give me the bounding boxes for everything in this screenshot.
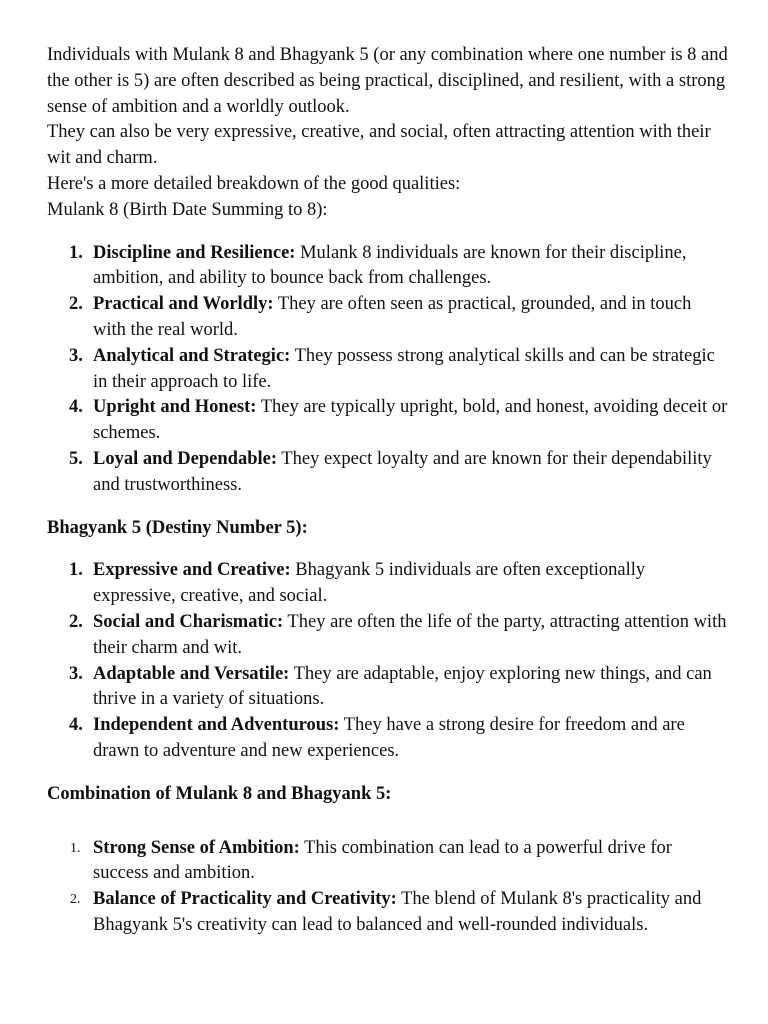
item-text: Mulank 8 individuals are known for their discipline, ambition, and ability to bounce back from challenges. xyxy=(93,242,687,289)
item-label: Independent and Adventurous: xyxy=(93,715,340,736)
item-text: They are adaptable, enjoy exploring new things, and can thrive in a variety of situations. xyxy=(93,663,712,710)
intro-section xyxy=(47,43,728,224)
item-label: Balance of Practicality and Creativity: xyxy=(93,889,397,910)
item-text: The blend of Mulank 8's practicality and Bhagyank 5's creativity can lead to balanced and well-rounded individuals. xyxy=(93,889,702,935)
list-item xyxy=(93,610,728,662)
list-item xyxy=(93,836,728,888)
item-text: They have a strong desire for freedom and are drawn to adventure and new experiences. xyxy=(93,715,685,761)
list-item xyxy=(93,713,728,765)
item-label: Analytical and Strategic: xyxy=(93,345,291,366)
list-item xyxy=(93,344,728,396)
list-item xyxy=(93,395,728,447)
item-label: Upright and Honest: xyxy=(93,397,257,418)
item-text: This combination can lead to a powerful drive for success and ambition. xyxy=(93,837,672,884)
item-text: They are typically upright, bold, and honest, avoiding deceit or schemes. xyxy=(93,397,728,444)
mulank-heading: Mulank 8 (Birth Date Summing to 8): xyxy=(47,199,328,220)
intro-paragraph: Here's a more detailed breakdown of the good qualities: xyxy=(47,173,461,194)
list-item xyxy=(93,292,728,344)
bhagyank-qualities-list xyxy=(47,558,728,764)
list-item xyxy=(93,662,728,714)
item-text: They are often the life of the party, attracting attention with their charm and wit. xyxy=(93,611,727,658)
item-text: Bhagyank 5 individuals are often exceptionally expressive, creative, and social. xyxy=(93,560,646,607)
item-text: They expect loyalty and are known for their dependability and trustworthiness. xyxy=(93,448,712,495)
item-label: Adaptable and Versatile: xyxy=(93,663,290,684)
item-label: Practical and Worldly: xyxy=(93,294,274,315)
list-item xyxy=(93,558,728,610)
list-item xyxy=(93,887,728,939)
item-label: Social and Charismatic: xyxy=(93,611,284,632)
intro-paragraph: They can also be very expressive, creative, and social, often attracting attention with their wit and charm. xyxy=(47,122,711,169)
intro-paragraph: Individuals with Mulank 8 and Bhagyank 5 (or any combination where one number is 8 and the other is 5) are often described as being practical, disciplined, and resilient, with a strong sense of ambition and a worldly outlook. xyxy=(47,45,728,117)
item-label: Strong Sense of Ambition: xyxy=(93,837,300,858)
item-text: They possess strong analytical skills and can be strategic in their approach to life. xyxy=(93,345,715,392)
list-item xyxy=(93,447,728,499)
item-text: They are often seen as practical, grounded, and in touch with the real world. xyxy=(93,294,692,340)
list-item xyxy=(93,241,728,293)
mulank-qualities-list xyxy=(47,241,728,499)
item-label: Discipline and Resilience: xyxy=(93,242,296,263)
item-label: Loyal and Dependable: xyxy=(93,448,278,469)
combination-heading: Combination of Mulank 8 and Bhagyank 5: xyxy=(47,783,392,804)
combination-qualities-list xyxy=(47,836,728,939)
bhagyank-heading: Bhagyank 5 (Destiny Number 5): xyxy=(47,517,308,538)
item-label: Expressive and Creative: xyxy=(93,560,291,581)
